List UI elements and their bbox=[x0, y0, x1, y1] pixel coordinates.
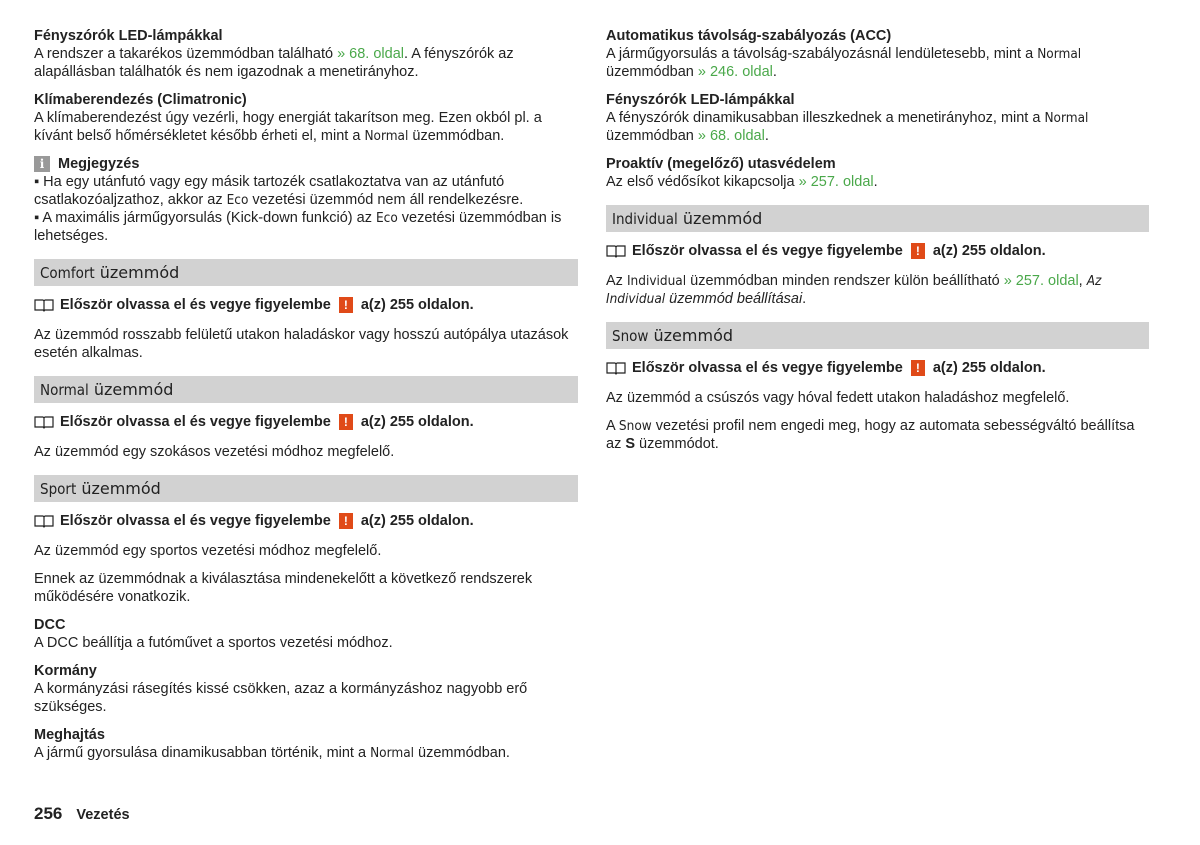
proactive-section bbox=[606, 155, 1149, 191]
page-link[interactable]: » 257. oldal bbox=[798, 174, 874, 190]
led-paragraph bbox=[34, 45, 578, 81]
mode-name: Snow bbox=[612, 327, 649, 345]
notice-text: Először olvassa el és vegye figyelembe bbox=[60, 414, 331, 430]
text: A járműgyorsulás a távolság-szabályozásnál lendületesebb, mint a bbox=[606, 46, 1038, 62]
notice-text: Először olvassa el és vegye figyelembe bbox=[60, 513, 331, 529]
dcc-paragraph: A DCC beállítja a futóművet a sportos vezetési módhoz. bbox=[34, 635, 393, 651]
text: . bbox=[873, 174, 878, 190]
text: üzemmódban bbox=[606, 128, 698, 144]
read-first-notice bbox=[606, 359, 1149, 377]
read-first-notice bbox=[34, 296, 578, 314]
text: . bbox=[772, 64, 777, 80]
text: A jármű gyorsulása dinamikusabban történik, mint a bbox=[34, 745, 371, 761]
steering-title: Kormány bbox=[34, 663, 97, 679]
page-link[interactable]: » 257. oldal bbox=[1003, 273, 1079, 289]
mode-name: Eco bbox=[226, 192, 249, 208]
text: Az első védősíkot kikapcsolja bbox=[606, 174, 799, 190]
comfort-heading bbox=[34, 259, 578, 286]
steering-paragraph: A kormányzási rásegítés kissé csökken, azaz a kormányzáshoz nagyobb erő szükséges. bbox=[34, 681, 528, 715]
mode-name: Normal bbox=[364, 128, 409, 144]
mode-name: Eco bbox=[375, 210, 398, 226]
mode-name: Normal bbox=[1044, 110, 1089, 126]
led-section-right bbox=[606, 91, 1149, 145]
text: üzemmódban. bbox=[414, 745, 510, 761]
page-link[interactable]: » 68. oldal bbox=[337, 46, 404, 62]
warning-icon: ! bbox=[339, 513, 353, 529]
normal-heading bbox=[34, 376, 578, 403]
proactive-paragraph bbox=[606, 173, 1149, 191]
drive-section bbox=[34, 726, 578, 762]
text: üzemmódot. bbox=[635, 436, 719, 452]
mode-name: Az Individual bbox=[606, 273, 1102, 307]
page-footer bbox=[34, 805, 130, 824]
text: A klímaberendezést úgy vezérli, hogy energiát takarítson meg. Ezen okból pl. a kívánt belső hőmérsékletet később érheti el, mint a bbox=[34, 110, 542, 144]
warning-icon: ! bbox=[339, 297, 353, 313]
warning-icon: ! bbox=[911, 360, 925, 376]
mode-name: Individual bbox=[626, 273, 687, 289]
snow-heading bbox=[606, 322, 1149, 349]
individual-paragraph bbox=[606, 272, 1149, 308]
book-icon bbox=[606, 244, 626, 258]
heading-text: üzemmód bbox=[677, 209, 763, 228]
clima-paragraph bbox=[34, 109, 578, 145]
mode-name: Comfort bbox=[40, 264, 95, 282]
acc-title: Automatikus távolság-szabályozás (ACC) bbox=[606, 28, 892, 44]
text: A rendszer a takarékos üzemmódban található bbox=[34, 46, 338, 62]
steering-section bbox=[34, 662, 578, 716]
text: A fényszórók dinamikusabban illeszkednek a menetirányhoz, mint a bbox=[606, 110, 1045, 126]
text: üzemmódban. bbox=[408, 128, 505, 144]
note-item bbox=[34, 173, 578, 209]
right-column bbox=[606, 27, 1149, 463]
text: ▪ Ha egy utánfutó vagy egy másik tartozék csatlakoztatva van az utánfutó csatlakozóaljzathoz, akkor az bbox=[34, 174, 505, 208]
text: üzemmódban minden rendszer külön beállítható bbox=[686, 273, 1004, 289]
text: üzemmód beállításai bbox=[665, 291, 803, 307]
text: . bbox=[802, 291, 807, 307]
notice-text: a(z) 255 oldalon. bbox=[360, 297, 474, 313]
snow-paragraph-1: Az üzemmód a csúszós vagy hóval fedett utakon haladáshoz megfelelő. bbox=[606, 390, 1070, 406]
dcc-title: DCC bbox=[34, 617, 66, 633]
acc-paragraph bbox=[606, 45, 1149, 81]
sport-heading bbox=[34, 475, 578, 502]
led-paragraph-right bbox=[606, 109, 1149, 145]
dcc-section bbox=[34, 616, 578, 652]
heading-text: üzemmód bbox=[94, 263, 180, 282]
individual-heading bbox=[606, 205, 1149, 232]
clima-title: Klímaberendezés (Climatronic) bbox=[34, 92, 247, 108]
warning-icon: ! bbox=[339, 414, 353, 430]
proactive-title: Proaktív (megelőző) utasvédelem bbox=[606, 156, 836, 172]
text: üzemmódban bbox=[606, 64, 698, 80]
book-icon bbox=[34, 514, 54, 528]
book-icon bbox=[34, 298, 54, 312]
notice-text: a(z) 255 oldalon. bbox=[932, 360, 1046, 376]
led-section bbox=[34, 27, 578, 81]
snow-paragraph-2 bbox=[606, 417, 1149, 453]
mode-name: Sport bbox=[40, 480, 77, 498]
mode-name: Normal bbox=[40, 381, 89, 399]
text: vezetési profil nem engedi meg, hogy az automata sebességváltó beállítsa az bbox=[606, 418, 1135, 452]
notice-text: a(z) 255 oldalon. bbox=[360, 414, 474, 430]
heading-text: üzemmód bbox=[88, 380, 174, 399]
page-link[interactable]: » 246. oldal bbox=[697, 64, 773, 80]
note-item bbox=[34, 209, 578, 245]
note-box bbox=[34, 155, 578, 245]
notice-text: Először olvassa el és vegye figyelembe bbox=[632, 360, 903, 376]
text: , bbox=[1078, 273, 1087, 289]
notice-text: a(z) 255 oldalon. bbox=[932, 243, 1046, 259]
warning-icon: ! bbox=[911, 243, 925, 259]
mode-name: Normal bbox=[1037, 46, 1082, 62]
clima-section bbox=[34, 91, 578, 145]
text: . A fényszórók az alapállásban találhatók és nem igazodnak a menetirányhoz. bbox=[34, 46, 514, 80]
drive-title: Meghajtás bbox=[34, 727, 105, 743]
drive-paragraph bbox=[34, 744, 578, 762]
text: A bbox=[606, 418, 619, 434]
led-title: Fényszórók LED-lámpákkal bbox=[34, 28, 223, 44]
note-title: Megjegyzés bbox=[58, 156, 140, 172]
text: Az bbox=[606, 273, 627, 289]
page-link[interactable]: » 68. oldal bbox=[697, 128, 765, 144]
normal-paragraph: Az üzemmód egy szokásos vezetési módhoz megfelelő. bbox=[34, 444, 395, 460]
comfort-paragraph: Az üzemmód rosszabb felületű utakon haladáskor vagy hosszú autópálya utazások esetén alkalmas. bbox=[34, 327, 569, 361]
note-header bbox=[34, 155, 578, 173]
page-number: 256 bbox=[34, 804, 63, 823]
info-icon: i bbox=[34, 156, 50, 172]
mode-name: Normal bbox=[370, 745, 415, 761]
notice-text: Először olvassa el és vegye figyelembe bbox=[60, 297, 331, 313]
text: ▪ A maximális járműgyorsulás (Kick-down funkció) az bbox=[34, 210, 376, 226]
heading-text: üzemmód bbox=[648, 326, 734, 345]
text: vezetési üzemmód nem áll rendelkezésre. bbox=[248, 192, 524, 208]
notice-text: a(z) 255 oldalon. bbox=[360, 513, 474, 529]
acc-section bbox=[606, 27, 1149, 81]
sport-paragraph-1: Az üzemmód egy sportos vezetési módhoz megfelelő. bbox=[34, 543, 382, 559]
left-column bbox=[34, 27, 578, 772]
led-title-right: Fényszórók LED-lámpákkal bbox=[606, 92, 795, 108]
sport-paragraph-2: Ennek az üzemmódnak a kiválasztása mindenekelőtt a következő rendszerek működésére vonatkozik. bbox=[34, 571, 533, 605]
read-first-notice bbox=[606, 242, 1149, 260]
read-first-notice bbox=[34, 512, 578, 530]
mode-name: Individual bbox=[612, 210, 678, 228]
gear-letter: S bbox=[625, 436, 636, 452]
text: . bbox=[764, 128, 769, 144]
chapter-name: Vezetés bbox=[76, 807, 130, 823]
heading-text: üzemmód bbox=[76, 479, 161, 498]
read-first-notice bbox=[34, 413, 578, 431]
text: vezetési üzemmódban is lehetséges. bbox=[34, 210, 562, 244]
book-icon bbox=[606, 361, 626, 375]
book-icon bbox=[34, 415, 54, 429]
notice-text: Először olvassa el és vegye figyelembe bbox=[632, 243, 903, 259]
mode-name: Snow bbox=[618, 418, 652, 434]
